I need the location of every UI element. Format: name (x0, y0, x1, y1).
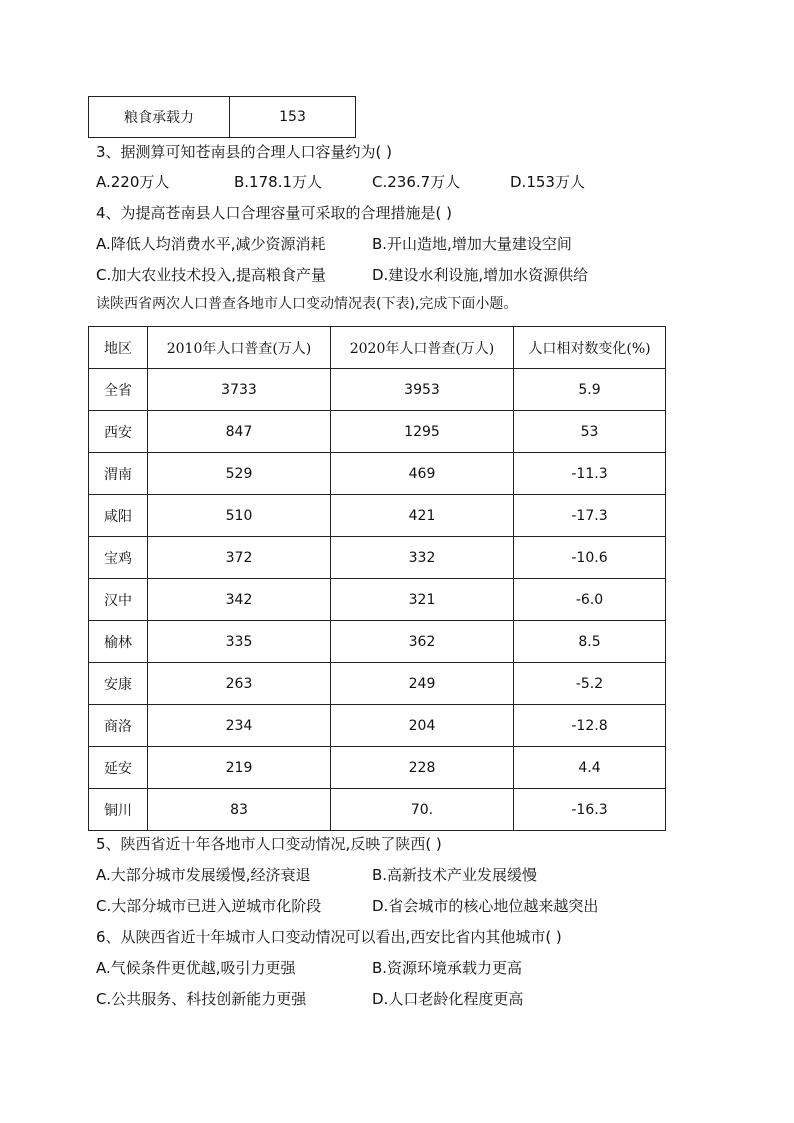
pop-2010-cell: 219 (148, 747, 331, 789)
pop-2020-cell: 204 (331, 705, 514, 747)
question-5-stem: 5、陕西省近十年各地市人口变动情况,反映了陕西( ) (96, 835, 442, 853)
change-cell: 8.5 (514, 621, 666, 663)
table-row (89, 97, 356, 138)
table-row (89, 453, 666, 495)
carrying-capacity-value: 153 (230, 97, 356, 138)
change-cell: -11.3 (514, 453, 666, 495)
header-2010: 2010年人口普查(万人) (148, 327, 331, 369)
region-cell: 咸阳 (89, 495, 148, 537)
region-cell: 延安 (89, 747, 148, 789)
pop-2010-cell: 234 (148, 705, 331, 747)
table-row (89, 663, 666, 705)
question-6-option-c: C.公共服务、科技创新能力更强 (96, 990, 307, 1008)
change-cell: -16.3 (514, 789, 666, 831)
question-5-option-a: A.大部分城市发展缓慢,经济衰退 (96, 866, 311, 884)
question-6-option-a: A.气候条件更优越,吸引力更强 (96, 959, 296, 977)
pop-2010-cell: 3733 (148, 369, 331, 411)
pop-2010-cell: 83 (148, 789, 331, 831)
question-3-option-c: C.236.7万人 (372, 173, 461, 191)
question-3-option-a: A.220万人 (96, 173, 170, 191)
question-5-option-d: D.省会城市的核心地位越来越突出 (372, 897, 599, 915)
carrying-capacity-table (88, 96, 356, 138)
question-4-option-c: C.加大农业技术投入,提高粮食产量 (96, 266, 327, 284)
table-header-row (89, 327, 666, 369)
population-change-table (88, 326, 666, 831)
region-cell: 安康 (89, 663, 148, 705)
question-4-stem: 4、为提高苍南县人口合理容量可采取的合理措施是( ) (96, 204, 453, 222)
question-3-stem: 3、据测算可知苍南县的合理人口容量约为( ) (96, 143, 393, 161)
table-row (89, 411, 666, 453)
pop-2020-cell: 1295 (331, 411, 514, 453)
table-intro: 读陕西省两次人口普查各地市人口变动情况表(下表),完成下面小题。 (96, 296, 518, 312)
region-cell: 铜川 (89, 789, 148, 831)
region-cell: 宝鸡 (89, 537, 148, 579)
header-change: 人口相对数变化(%) (514, 327, 666, 369)
pop-2010-cell: 372 (148, 537, 331, 579)
carrying-capacity-label: 粮食承载力 (89, 97, 230, 138)
table-row (89, 369, 666, 411)
pop-2020-cell: 321 (331, 579, 514, 621)
pop-2010-cell: 335 (148, 621, 331, 663)
change-cell: -5.2 (514, 663, 666, 705)
change-cell: 53 (514, 411, 666, 453)
pop-2010-cell: 263 (148, 663, 331, 705)
question-4-option-a: A.降低人均消费水平,减少资源消耗 (96, 235, 326, 253)
pop-2010-cell: 529 (148, 453, 331, 495)
question-4-option-b: B.开山造地,增加大量建设空间 (372, 235, 572, 253)
pop-2020-cell: 469 (331, 453, 514, 495)
change-cell: 4.4 (514, 747, 666, 789)
change-cell: -12.8 (514, 705, 666, 747)
region-cell: 西安 (89, 411, 148, 453)
pop-2020-cell: 228 (331, 747, 514, 789)
pop-2020-cell: 3953 (331, 369, 514, 411)
pop-2020-cell: 332 (331, 537, 514, 579)
question-6-option-d: D.人口老龄化程度更高 (372, 990, 524, 1008)
change-cell: 5.9 (514, 369, 666, 411)
pop-2020-cell: 421 (331, 495, 514, 537)
table-row (89, 537, 666, 579)
question-3-option-b: B.178.1万人 (234, 173, 323, 191)
question-5-option-c: C.大部分城市已进入逆城市化阶段 (96, 897, 322, 915)
region-cell: 全省 (89, 369, 148, 411)
question-4-option-d: D.建设水利设施,增加水资源供给 (372, 266, 589, 284)
change-cell: -17.3 (514, 495, 666, 537)
table-row (89, 579, 666, 621)
pop-2010-cell: 510 (148, 495, 331, 537)
pop-2020-cell: 70. (331, 789, 514, 831)
table-row (89, 789, 666, 831)
pop-2020-cell: 249 (331, 663, 514, 705)
change-cell: -10.6 (514, 537, 666, 579)
question-6-stem: 6、从陕西省近十年城市人口变动情况可以看出,西安比省内其他城市( ) (96, 928, 562, 946)
region-cell: 榆林 (89, 621, 148, 663)
table-row (89, 621, 666, 663)
question-5-option-b: B.高新技术产业发展缓慢 (372, 866, 538, 884)
header-2020: 2020年人口普查(万人) (331, 327, 514, 369)
header-region: 地区 (89, 327, 148, 369)
region-cell: 渭南 (89, 453, 148, 495)
region-cell: 汉中 (89, 579, 148, 621)
table-row (89, 747, 666, 789)
table-row (89, 705, 666, 747)
pop-2020-cell: 362 (331, 621, 514, 663)
question-3-option-d: D.153万人 (510, 173, 585, 191)
pop-2010-cell: 847 (148, 411, 331, 453)
table-row (89, 495, 666, 537)
change-cell: -6.0 (514, 579, 666, 621)
question-6-option-b: B.资源环境承载力更高 (372, 959, 523, 977)
pop-2010-cell: 342 (148, 579, 331, 621)
region-cell: 商洛 (89, 705, 148, 747)
